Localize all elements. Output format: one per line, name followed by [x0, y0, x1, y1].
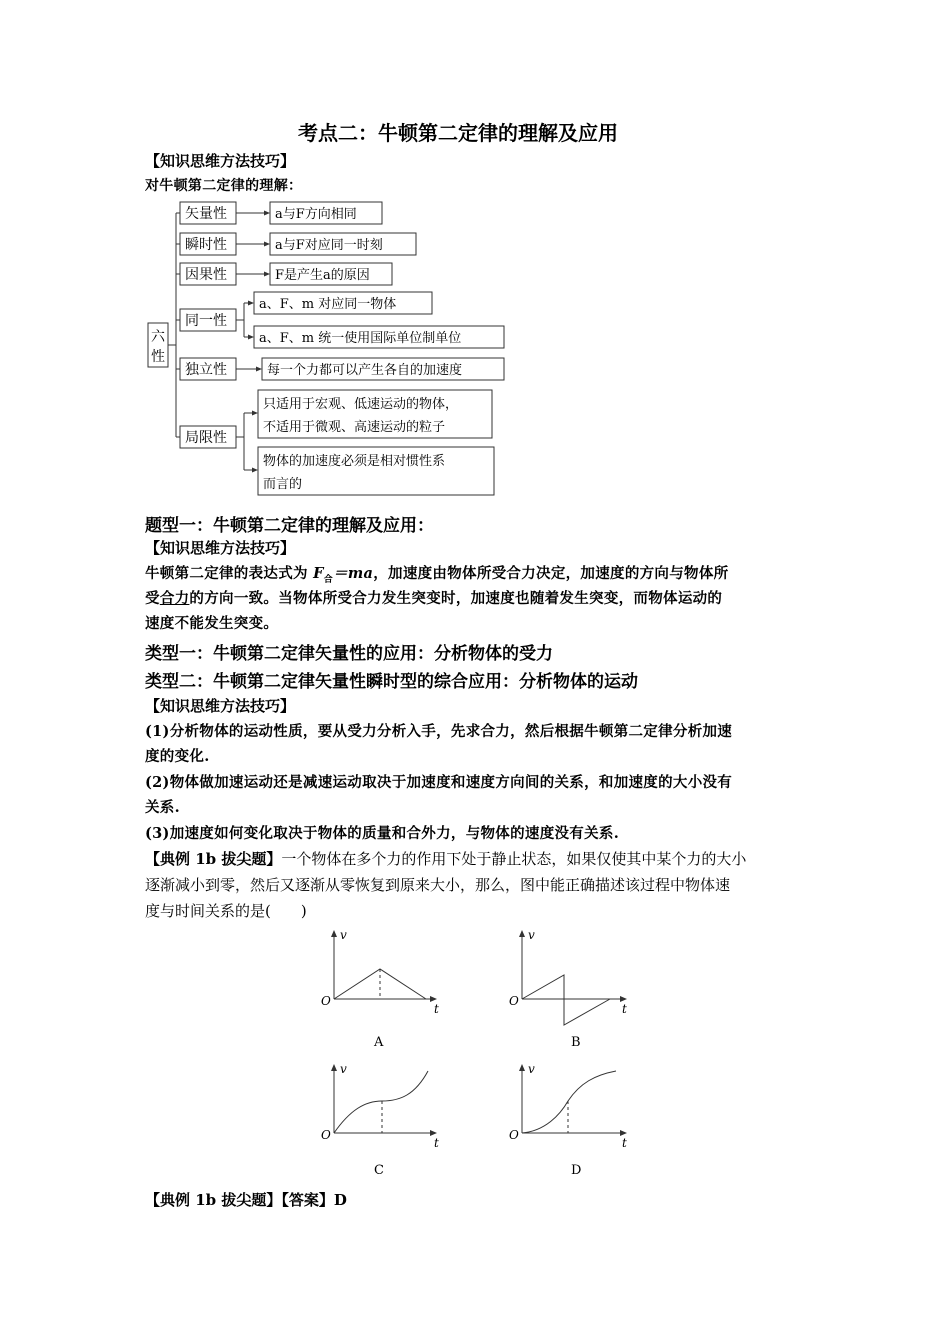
- node-identity: 同一性: [185, 313, 227, 329]
- graph-c-t-label: t: [434, 1136, 439, 1150]
- node-causal: 因果性: [185, 267, 227, 283]
- formula-rest: ＝ma: [333, 565, 374, 582]
- node-identity-detail-1: a、F、m 对应同一物体: [259, 297, 397, 312]
- velocity-time-graphs: [300, 925, 660, 1187]
- type-2-skill-heading: 【知识思维方法技巧】: [145, 697, 296, 715]
- underlined-term: 合力: [159, 590, 190, 607]
- graph-c: [334, 1065, 436, 1133]
- graph-d-t-label: t: [622, 1136, 627, 1150]
- node-identity-detail-2: a、F、m 统一使用国际单位制单位: [259, 331, 462, 346]
- answer-label: 【答案】: [281, 1191, 334, 1209]
- graph-c-caption: C: [374, 1163, 384, 1178]
- answer-tag: 【典例 1b 拔尖题】: [145, 1191, 282, 1209]
- page-title: 考点二：牛顿第二定律的理解及应用: [298, 121, 618, 145]
- graph-c-origin: O: [321, 1128, 331, 1142]
- graph-c-v-label: v: [340, 1062, 347, 1076]
- node-instant-detail: a与F对应同一时刻: [275, 238, 383, 253]
- node-instant: 瞬时性: [185, 237, 227, 253]
- type-a-skill-heading: 【知识思维方法技巧】: [145, 539, 296, 557]
- root-label-1: 六: [151, 329, 165, 345]
- graph-d-caption: D: [571, 1163, 582, 1178]
- node-vector: 矢量性: [185, 206, 227, 222]
- example-line-3: 度与时间关系的是( ): [145, 902, 307, 920]
- six-properties-diagram: [140, 195, 520, 500]
- node-causal-detail: F是产生a的原因: [275, 268, 370, 283]
- node-vector-detail: a与F方向相同: [275, 207, 357, 222]
- type-2-p3: (3)加速度如何变化取决于物体的质量和合外力，与物体的速度没有关系.: [145, 825, 620, 842]
- type-2-p1-line-2: 度的变化.: [145, 748, 210, 765]
- graph-a-origin: O: [321, 994, 331, 1008]
- node-limitation-detail-2b: 而言的: [263, 477, 303, 492]
- node-limitation-detail-1b: 不适用于微观、高速运动的粒子: [263, 420, 446, 435]
- type-a-line-2: 受合力的方向一致。当物体所受合力发生突变时，加速度也随着发生突变，而物体运动的: [145, 590, 723, 607]
- type-2-heading: 类型二：牛顿第二定律矢量性瞬时型的综合应用：分析物体的运动: [145, 672, 638, 692]
- graph-b-v-label: v: [528, 928, 535, 942]
- graph-d-v-label: v: [528, 1062, 535, 1076]
- node-limitation-detail-1a: 只适用于宏观、低速运动的物体，: [263, 397, 459, 412]
- type-2-p2-line-1: (2)物体做加速运动还是减速运动取决于加速度和速度方向间的关系，和加速度的大小没有: [145, 774, 733, 791]
- example-line-2: 逐渐减小到零，然后又逐渐从零恢复到原来大小，那么，图中能正确描述该过程中物体速: [145, 876, 731, 894]
- answer-line: [145, 1189, 347, 1210]
- example-tag: 【典例 1b 拔尖题】: [145, 850, 282, 868]
- graph-a-v-label: v: [340, 928, 347, 942]
- graph-b-t-label: t: [622, 1002, 627, 1016]
- type-2-p1-line-1: (1)分析物体的运动性质，要从受力分析入手，先求合力，然后根据牛顿第二定律分析加速: [145, 723, 733, 740]
- section-skill-heading: 【知识思维方法技巧】: [145, 152, 296, 170]
- graph-d: [522, 1065, 626, 1133]
- graph-a: [334, 931, 436, 999]
- node-independence: 独立性: [185, 362, 227, 378]
- graph-a-t-label: t: [434, 1002, 439, 1016]
- answer-value: D: [333, 1191, 347, 1209]
- type-a-heading: 题型一：牛顿第二定律的理解及应用：: [145, 516, 434, 536]
- graph-d-origin: O: [509, 1128, 519, 1142]
- graph-b-origin: O: [509, 994, 519, 1008]
- formula-F: F: [313, 565, 324, 582]
- example-line-1: 【典例 1b 拔尖题】一个物体在多个力的作用下处于静止状态，如果仅使其中某个力的大小: [145, 850, 747, 868]
- formula-sub: 合: [323, 574, 334, 585]
- graph-b-caption: B: [571, 1035, 581, 1050]
- type-2-p2-line-2: 关系.: [145, 799, 180, 816]
- node-limitation-detail-2a: 物体的加速度必须是相对惯性系: [263, 454, 446, 469]
- graph-a-caption: A: [374, 1035, 384, 1050]
- node-independence-detail: 每一个力都可以产生各自的加速度: [267, 363, 463, 378]
- section-subheading: 对牛顿第二定律的理解：: [145, 178, 303, 194]
- graph-b: [522, 931, 626, 1025]
- type-1-heading: 类型一：牛顿第二定律矢量性的应用：分析物体的受力: [145, 644, 553, 664]
- type-a-line-3: 速度不能发生突变。: [145, 615, 279, 632]
- root-label-2: 性: [151, 349, 165, 365]
- type-a-line-1: 牛顿第二定律的表达式为 $F_合=ma$，加速度由物体所受合力决定，加速度的方向与物体所: [145, 565, 729, 585]
- node-limitation: 局限性: [185, 430, 227, 446]
